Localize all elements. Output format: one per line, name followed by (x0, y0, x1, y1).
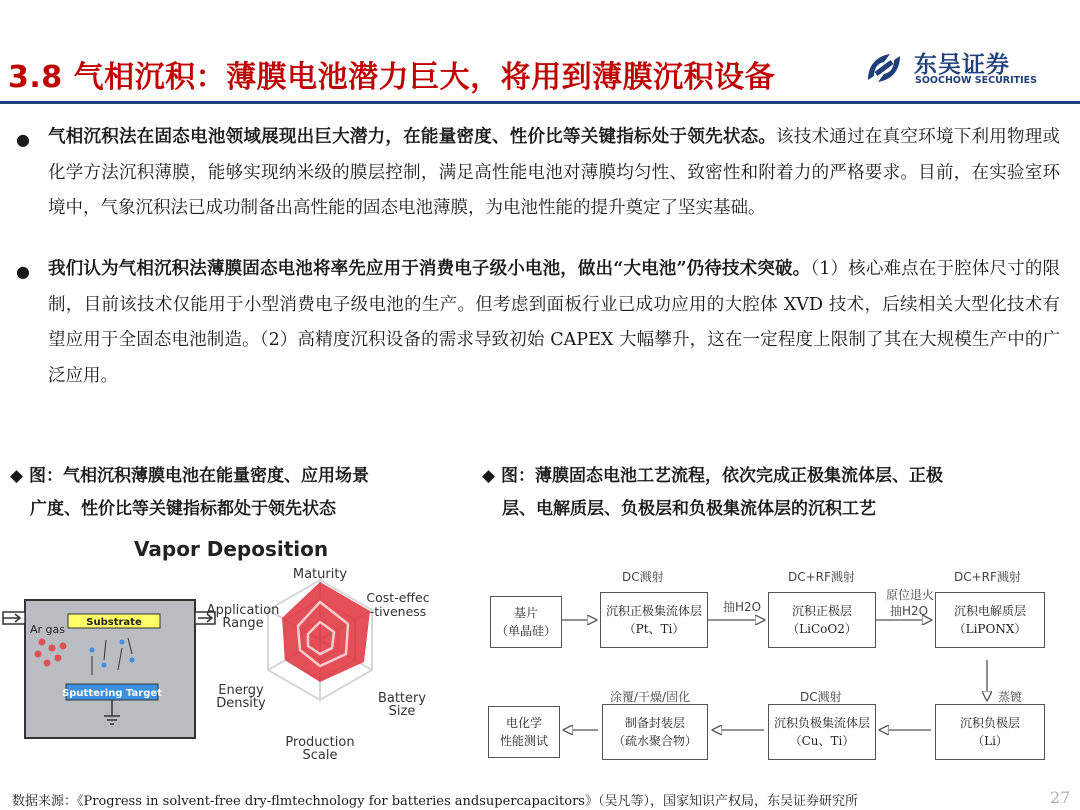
bullet-marker: ● (16, 262, 30, 281)
vapor-deposition-figure (0, 530, 470, 775)
step-label-dc-sputter: DC溅射 (622, 570, 664, 584)
step-label-dcrf-sputter-2: DC+RF溅射 (954, 570, 1021, 584)
process-step-anode: 沉积负极层 （Li） (935, 704, 1045, 760)
brand-logo (862, 46, 1062, 90)
axis-maturity: Maturity (292, 567, 348, 582)
arrow-label-anneal: 原位退火 (886, 588, 935, 602)
paragraph-2-lead: 我们认为气相沉积法薄膜固态电池将率先应用于消费电子级小电池，做出“大电池”仍待技术突破。 (48, 259, 811, 279)
radar-series-area (282, 582, 370, 682)
axis-cost-line1: Cost-effec (366, 590, 430, 605)
arrow-label-pump-water-2: 抽H2O (890, 604, 929, 618)
source-note: 数据来源：《Progress in solvent-free dry-flmtechnology for batteries andsupercapacitors》（吴凡等），国家知识产权局，东吴证券研究所 (12, 794, 858, 809)
header-divider (0, 101, 1080, 104)
sputtering-target-label: Sputtering Target (62, 688, 162, 699)
paragraph-1-body: 该技术通过在真空环境下利用物理或化学方法沉积薄膜，能够实现纳米级的膜层控制，满足高性能电池对薄膜均匀性、致密性和附着力的严格要求。目前，在实验室环境中，气象沉积法已成功制备出高性能的固态电池薄膜，为电池性能的提升奠定了坚实基础。 (48, 127, 1061, 218)
process-step-electrolyte: 沉积电解质层 （LiPONX） (935, 592, 1045, 648)
soochow-logo-icon (862, 46, 906, 90)
process-step-cathode: 沉积正极层 （LiCoO2） (768, 592, 876, 648)
arrow-label-pump-water: 抽H2O (723, 600, 762, 614)
arrow-label-coat-dry-cure: 涂覆/干燥/固化 (610, 690, 691, 704)
paragraph-2 (48, 252, 1060, 394)
paragraph-1-lead: 气相沉积法在固态电池领域展现出巨大潜力，在能量密度、性价比等关键指标处于领先状态。 (48, 127, 777, 147)
step-label-dcrf-sputter: DC+RF溅射 (788, 570, 855, 584)
vapor-figure-title: Vapor Deposition (134, 537, 329, 561)
left-caption-line-2: 广度、性价比等关键指标都处于领先状态 (30, 499, 336, 519)
process-step-cathode-collector: 沉积正极集流体层 （Pt、Ti） (600, 592, 708, 648)
process-step-substrate: 基片 （单晶硅） (490, 596, 562, 648)
axis-production-line2: Scale (302, 748, 338, 763)
process-step-encapsulation: 制备封装层 （疏水聚合物） (602, 704, 708, 760)
axis-cost-line2: -tiveness (369, 604, 427, 619)
left-figure-caption (10, 460, 480, 526)
performance-radar (268, 580, 372, 700)
process-step-electrochemical-test: 电化学 性能测试 (488, 706, 560, 758)
paragraph-1 (48, 120, 1060, 227)
page-title: 3.8 气相沉积：薄膜电池潜力巨大，将用到薄膜沉积设备 (8, 60, 776, 95)
substrate-label: Substrate (86, 617, 142, 628)
right-figure-caption (482, 460, 1072, 526)
axis-production-line1: Production (285, 735, 355, 750)
axis-energy-line2: Density (216, 696, 266, 711)
axis-energy-line1: Energy (218, 683, 264, 698)
ar-gas-label: Ar gas (30, 623, 65, 636)
logo-chinese-name: 东吴证券 (914, 52, 1010, 78)
logo-english-name: SOOCHOW SECURITIES (915, 75, 1037, 86)
axis-battery-line2: Size (388, 704, 416, 719)
page-number: 27 (1050, 788, 1071, 807)
axis-battery-line1: Battery (377, 691, 427, 706)
paragraph-2-body: （1）核心难点在于腔体尺寸的限制，目前该技术仅能用于小型消费电子级电池的生产。但考虑到面板行业已成功应用的大腔体 XVD 技术，后续相关大型化技术有望应用于全固态电池制造。（2）高精度沉积设备的需求导致初始 CAPEX 大幅攀升，这在一定程度上限制了其在大规模生产中的广泛应用。 (48, 259, 1060, 386)
arrow-label-evaporation: 蒸镀 (998, 690, 1023, 704)
arrow-label-dc-sputter: DC溅射 (800, 690, 842, 704)
left-caption-line-1: ◆ 图：气相沉积薄膜电池在能量密度、应用场景 (10, 466, 369, 486)
axis-application-line2: Range (222, 616, 264, 631)
process-step-anode-collector: 沉积负极集流体层 （Cu、Ti） (768, 704, 876, 760)
right-caption-line-2: 层、电解质层、负极层和负极集流体层的沉积工艺 (502, 499, 876, 519)
axis-application-line1: Application (206, 603, 280, 618)
right-caption-line-1: ◆ 图：薄膜固态电池工艺流程，依次完成正极集流体层、正极 (482, 466, 943, 486)
process-flow-figure (482, 560, 1072, 775)
bullet-marker: ● (16, 130, 30, 149)
